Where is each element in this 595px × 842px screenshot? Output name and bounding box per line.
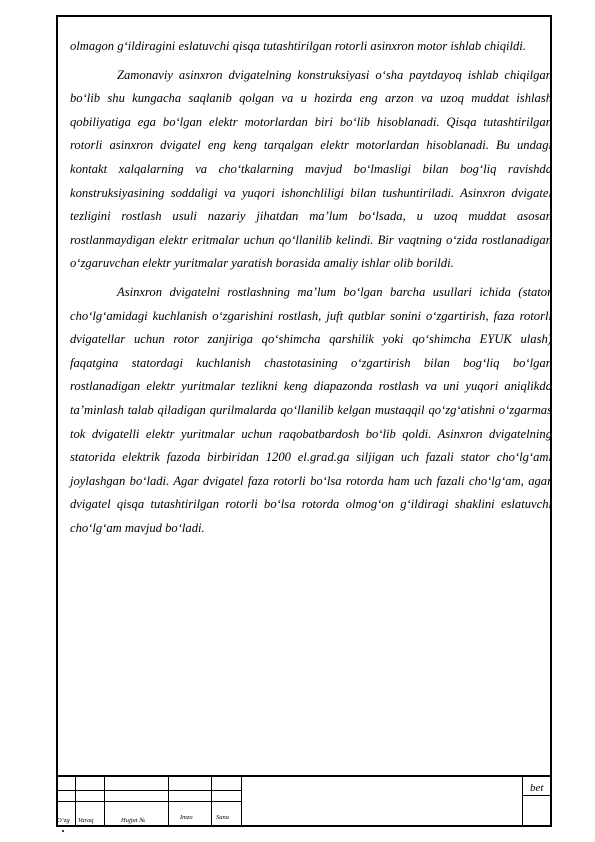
stamp-label-hujjat: Hujjat №: [121, 817, 146, 824]
stamp-label-sana: Sana: [216, 814, 229, 821]
stamp-label-imzo: Imzo: [180, 814, 193, 821]
page-cell-divider: [522, 795, 552, 796]
stamp-label-varaq: Varaq: [78, 817, 94, 824]
title-block-row-line: [56, 801, 242, 802]
title-block: [56, 775, 552, 827]
paragraph-continuation: olmagon g‘ildiragini eslatuvchi qisqa tutashtirilgan rotorli asinxron motor ishlab chiqildi.: [70, 39, 526, 53]
document-body: [70, 35, 552, 545]
corner-mark: [62, 830, 64, 832]
stamp-label-ozg: O‘zg: [57, 817, 70, 824]
page-label: bet: [530, 782, 544, 794]
paragraph-modern-motor: Zamonaviy asinxron dvigatelning konstruksiyasi o‘sha paytdayoq ishlab chiqilgan bo‘lib shu kungacha saqlanib qolgan va u hozirda eng arzon va uzoq muddat ishlash qobiliyatiga ega bo‘lgan elektr motorlardan biri bo‘lib hisoblanadi. Qisqa tutashtirilgan rotorli asinxron dvigatel eng keng tarqalgan elektr motorlardan hisoblanadi. Bu undagi kontakt xalqalarning va cho‘tkalarning mavjud bo‘lmasligi bilan bog‘liq ravishda konstruksiyasining soddaligi va yuqori ishonchliligi bilan tushuntiriladi. Asinxron dvigatel tezligini rostlash usuli nazariy jihatdan ma’lum bo‘lsada, u uzoq muddat asosan rostlanmaydigan elektr eritmalar uchun qo‘llanilib kelindi. Bir vaqtning o‘zida rostlanadigan o‘zgaruvchan elektr yuritmalar yaratish borasida amaliy ishlar olib borildi.: [70, 67, 552, 271]
paragraph-speed-control: Asinxron dvigatelni rostlashning ma’lum bo‘lgan barcha usullari ichida (stator cho‘lg‘amidagi kuchlanish o‘zgarishini rostlash, juft qutblar sonini o‘zgartirish, faza rotorli dvigatellar uchun rotor zanjiriga qo‘shimcha qarshilik yoki qo‘shimcha EYUK ulash) faqatgina statordagi kuchlanish chastotasining o‘zgartirish bilan bog‘liq bo‘lgan rostlanadigan elektr yuritmalar tezlikni keng diapazonda rostlash va uni yuqori aniqlikda ta’minlash talab qiladigan qurilmalarda qo‘llanilib kelgan mustaqqil qo‘zg‘atishni o‘zgarmas tok dvigatelli elektr yuritmalar uchun raqobatbardosh bo‘lib qoldi. Asinxron dvigatelning statorida elektrik fazoda birbiridan 1200 el.grad.ga siljigan uch fazali stator cho‘lg‘ami joylashgan bo‘ladi. Agar dvigatel faza rotorli bo‘lsa rotorda ham uch fazali cho‘lg‘am, agar dvigatel qisqa tutashtirilgan rotorli bo‘lsa rotorda olmog‘on g‘ildiragi shaklini eslatuvchi cho‘lg‘am mavjud bo‘ladi.: [70, 284, 552, 535]
title-block-row-line: [56, 790, 242, 791]
